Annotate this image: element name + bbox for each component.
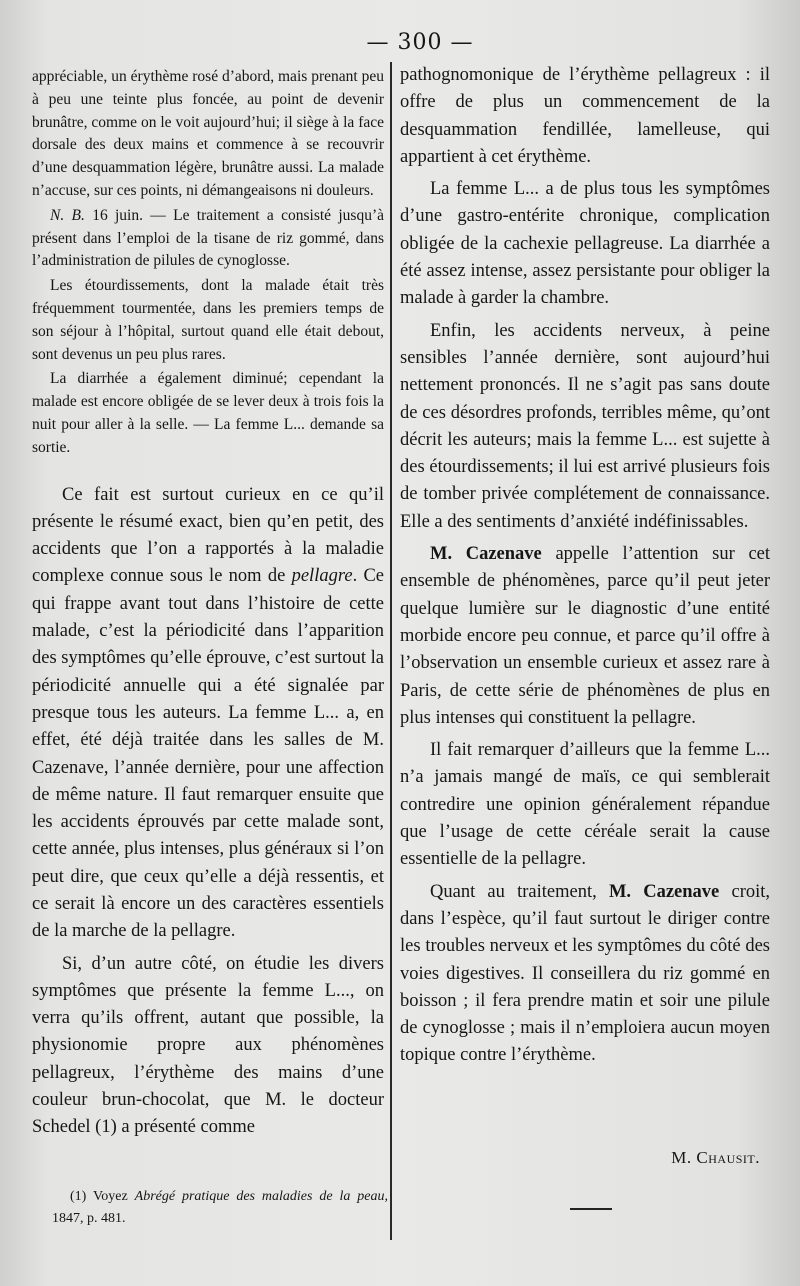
signature: M. Chausit. — [671, 1148, 760, 1167]
left-paragraph-3: Les étourdissements, dont la malade était très fréquemment tourmentée, dans les premiers temps de son séjour à l’hôpital, surtout quand elle était debout, sont devenus un peu plus rares. — [32, 277, 384, 363]
left-paragraph-2 — [32, 205, 384, 273]
nb-text: 16 juin. — Le traitement a consisté jusqu’à présent dans l’emploi de la tisane de riz gommé, dans l’administration de pilules de cynoglosse. — [32, 206, 384, 270]
footnote-citation: 1847, p. 481. — [52, 1211, 126, 1226]
right-paragraph-2: La femme L... a de plus tous les symptômes d’une gastro-entérite chronique, complication obligée de la cachexie pellagreuse. La diarrhée a été assez intense, assez persistante pour obliger la malade à garder la chambre. — [400, 179, 770, 309]
p5-part-b: . Ce qui frappe avant tout dans l’histoire de cette malade, c’est la périodicité dans l’apparition des symptômes qu’elle éprouve, c’est surtout la périodicité annuelle qui a été signalée par presque tous les auteurs. La femme L... a, en effet, été déjà traitée dans les salles de M. Cazenave, l’année dernière, pour une affection de même nature. Il faut remarquer ensuite que les accidents éprouvés par cette malade sont, cette année, plus intenses, plus généraux si l’on peut dire, que ceux qu’elle a déjà ressentis, et ce serait là encore un des caractères essentiels de la marche de la pellagre. — [32, 566, 385, 942]
footnote — [52, 1186, 388, 1230]
left-paragraph-6: Si, d’un autre côté, on étudie les divers symptômes que présente la femme L..., on verra qu’ils offrent, autant que possible, la physionomie propre aux phénomènes pellagreux, l’érythème des mains d’une couleur brun-chocolat, que M. le docteur Schedel (1) a présenté comme — [32, 953, 384, 1138]
left-column — [32, 66, 384, 1142]
page-number: — 300 — — [366, 30, 474, 55]
right-paragraph-6 — [400, 879, 770, 1070]
left-paragraph-4: La diarrhée a également diminué; cependant la malade est encore obligée de se lever deux à trois fois la nuit pour aller à la selle. — La femme L... demande sa sortie. — [32, 370, 384, 456]
p5-emphasis: pellagre — [291, 566, 353, 587]
right-paragraph-5: Il fait remarquer d’ailleurs que la femme L... n’a jamais mangé de maïs, ce qui semblerait contredire une opinion généralement répandue que l’usage de cette céréale serait la cause essentielle de la pellagre. — [400, 740, 770, 870]
footnote-title: Abrégé pratique des maladies de la peau, — [134, 1189, 389, 1204]
left-paragraph-5 — [32, 482, 384, 946]
end-rule — [570, 1208, 612, 1210]
right-column — [400, 62, 770, 1070]
cazenave-name-2: M. Cazenave — [608, 881, 720, 902]
cazenave-name: M. Cazenave — [430, 544, 542, 565]
p4-text: appelle l’attention sur cet ensemble de phénomènes, parce qu’il peut jeter quelque lumière sur le diagnostic d’une entité morbide encore peu connue, et parce qu’il offre à l’observation un ensemble curieux et assez rare à Paris, de cette série de phénomènes de plus en plus intenses qui constituent la pellagre. — [400, 544, 771, 728]
left-paragraph-1: appréciable, un érythème rosé d’abord, mais prenant peu à peu une teinte plus foncée, au point de devenir brunâtre, comme on le voit aujourd’hui; il siège à la face dorsale des deux mains et commence à se recouvrir d’une desquammation légère, brunâtre aussi. La malade n’accuse, sur ces points, ni démangeaisons ni douleurs. — [32, 68, 384, 199]
p5-part-a: Ce fait est surtout curieux en ce qu’il présente le résumé exact, bien qu’en petit, des accidents que l’on a rapportés à la maladie complexe connue sous le nom de — [32, 484, 384, 587]
nb-label: N. B. — [50, 206, 85, 224]
right-paragraph-4 — [400, 541, 770, 732]
p6-part-a: Quant au traitement, — [430, 881, 597, 902]
p6-part-b: croit, dans l’espèce, qu’il faut surtout le diriger contre les troubles nerveux et les symptômes du côté des voies digestives. Il conseillera du riz gommé en boisson ; il fera prendre matin et soir une pilule de cynoglosse ; mais il n’emploiera aucun moyen topique contre l’érythème. — [400, 881, 771, 1066]
footnote-ref: (1) Voyez — [70, 1189, 128, 1204]
right-paragraph-1: pathognomonique de l’érythème pellagreux : il offre de plus un commencement de la desquammation fendillée, lamelleuse, qui appartient à cet érythème. — [400, 65, 770, 167]
column-divider — [390, 62, 392, 1240]
right-paragraph-3: Enfin, les accidents nerveux, à peine sensibles l’année dernière, sont aujourd’hui nettement prononcés. Il ne s’agit pas sans doute de ces désordres profonds, terribles même, qu’ont décrit les auteurs; mais la femme L... est sujette à des étourdissements; il lui est arrivé plusieurs fois de tomber privée complétement de connaissance. Elle a des sentiments d’anxiété indéfinissables. — [400, 320, 770, 532]
